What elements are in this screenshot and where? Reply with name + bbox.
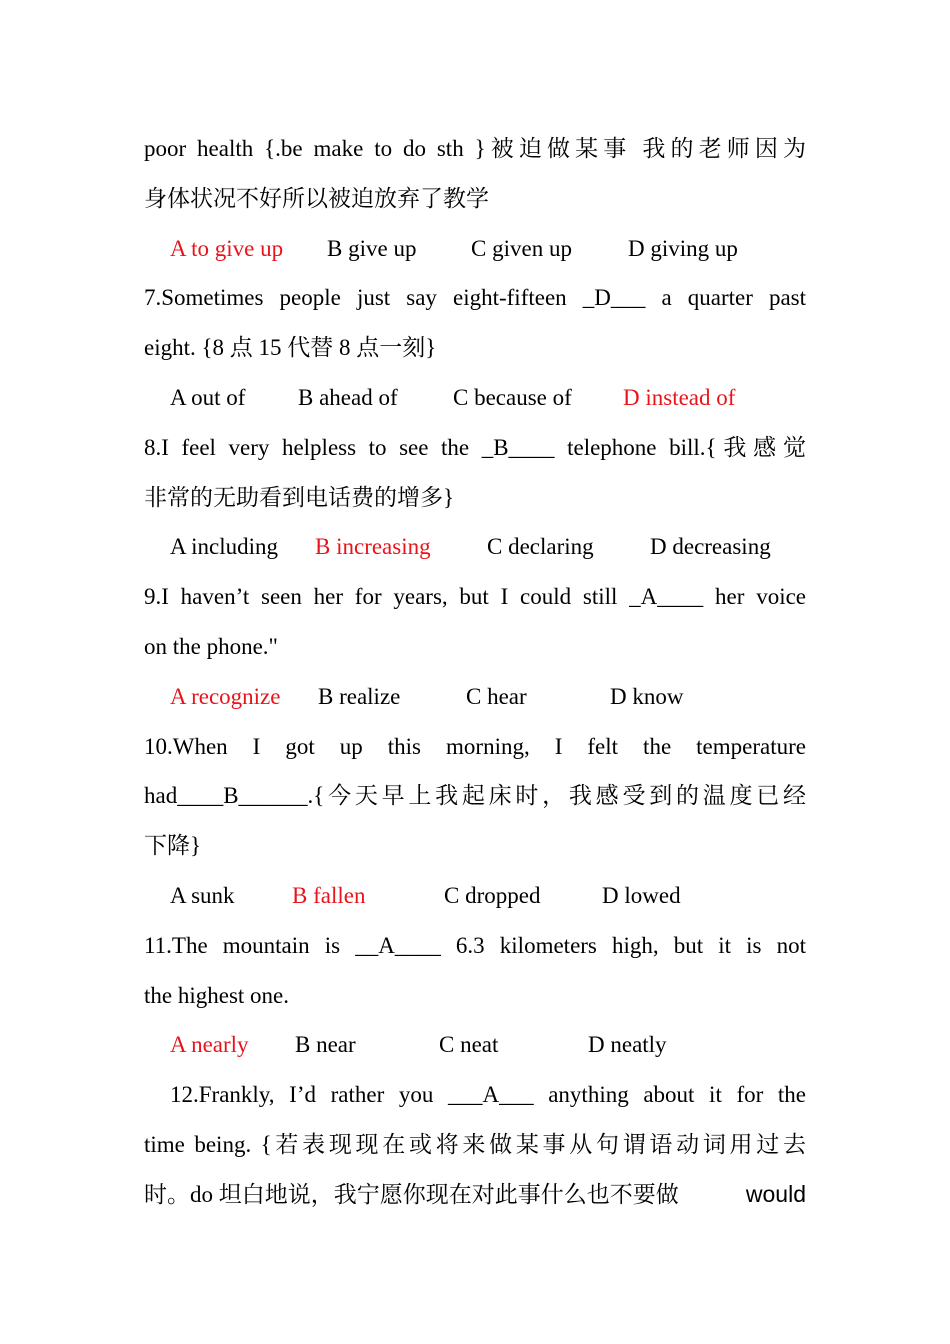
q7-option-b: B ahead of <box>298 384 398 410</box>
q7-question-line: 7.Sometimes people just say eight-fifteen _D___ a quarter past <box>144 285 806 311</box>
q6-option-c: C given up <box>471 235 572 261</box>
q9-options <box>144 672 806 722</box>
q12-question-line: time being. {若表现现在或将来做某事从句谓语动词用过去 <box>144 1131 806 1157</box>
q12-line3-text: 时。do 坦白地说，我宁愿你现在对此事什么也不要做 <box>144 1181 679 1207</box>
q11-question-line: 11.The mountain is __A____ 6.3 kilometers high, but it is not <box>144 932 806 958</box>
q9-question-line: on the phone." <box>144 633 278 659</box>
q10-option-a: A sunk <box>170 882 235 908</box>
q11-option-d: D neatly <box>588 1032 667 1058</box>
q11-option-a: A nearly <box>170 1032 249 1058</box>
q7-question-line: eight. {8 点 15 代替 8 点一刻} <box>144 335 437 361</box>
q7-option-d: D instead of <box>623 384 736 410</box>
q10-option-c: C dropped <box>444 882 541 908</box>
q11-option-b: B near <box>295 1032 356 1058</box>
q12-question-line: 12.Frankly, I’d rather you ___A___ anything about it for the <box>170 1082 806 1108</box>
q9-option-d: D know <box>610 683 684 709</box>
q9-option-a: A recognize <box>170 683 281 709</box>
q12-question-line <box>144 1170 806 1220</box>
q12-line3-would: would <box>745 1180 806 1207</box>
q8-option-b: B increasing <box>315 534 431 560</box>
q6-options <box>144 224 806 274</box>
q8-options <box>144 522 806 572</box>
q10-options <box>144 871 806 921</box>
document-page <box>144 124 806 1220</box>
q9-option-b: B realize <box>318 683 401 709</box>
q8-option-c: C declaring <box>487 534 594 560</box>
q10-question-line: had____B______.{今天早上我起床时，我感受到的温度已经 <box>144 783 806 809</box>
q11-option-c: C neat <box>439 1032 499 1058</box>
text-line: 身体状况不好所以被迫放弃了教学 <box>144 185 489 211</box>
text-line: poor health {.be make to do sth }被迫做某事 我的老师因为 <box>144 136 806 161</box>
q10-option-d: D lowed <box>602 882 681 908</box>
q6-option-d: D giving up <box>628 235 738 261</box>
q11-question-line: the highest one. <box>144 982 289 1008</box>
q7-option-a: A out of <box>170 384 246 410</box>
q11-options <box>144 1020 806 1070</box>
q7-options <box>144 373 806 423</box>
q6-option-b: B give up <box>327 235 417 261</box>
q10-question-line: 10.When I got up this morning, I felt the temperature <box>144 733 806 759</box>
q7-option-c: C because of <box>453 384 572 410</box>
q10-option-b: B fallen <box>292 882 366 908</box>
q8-question-line: 非常的无助看到电话费的增多} <box>144 484 455 510</box>
q8-option-a: A including <box>170 534 278 560</box>
q9-question-line: 9.I haven’t seen her for years, but I could still _A____ her voice <box>144 584 806 610</box>
q8-question-line: 8.I feel very helpless to see the _B____ telephone bill.{我感觉 <box>144 434 806 460</box>
q9-option-c: C hear <box>466 683 527 709</box>
q6-option-a: A to give up <box>170 235 284 261</box>
q8-option-d: D decreasing <box>650 534 771 560</box>
q10-question-line: 下降} <box>144 833 202 859</box>
